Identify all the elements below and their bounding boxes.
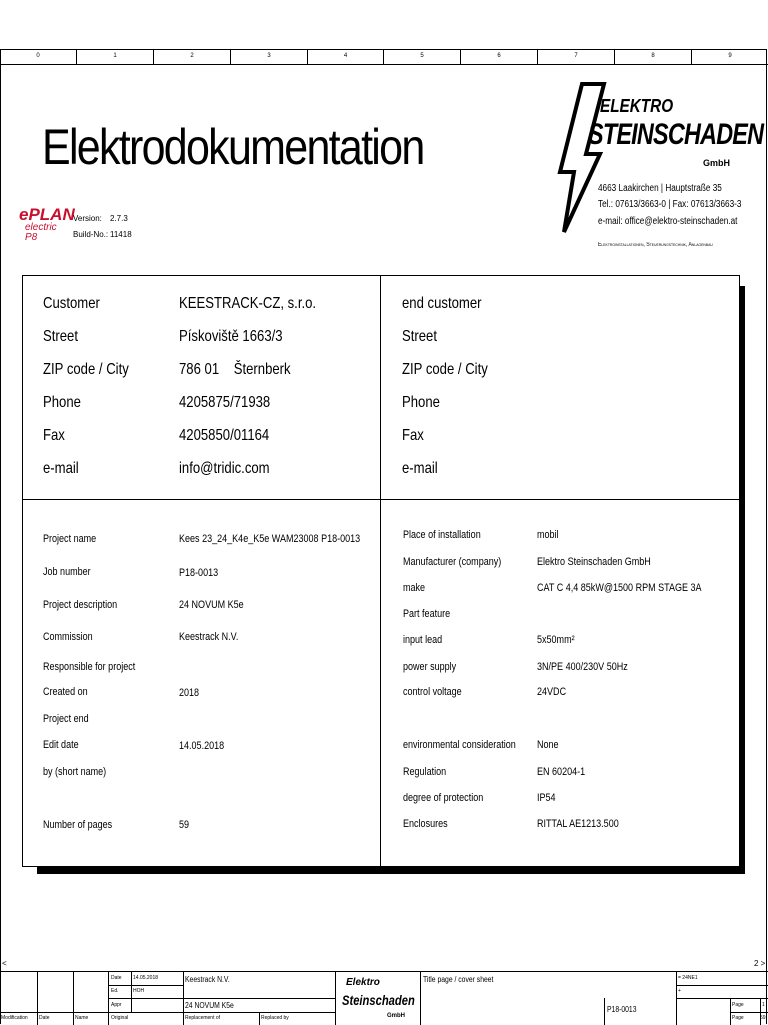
customer-label: Customer <box>43 295 100 312</box>
divider-horizontal <box>22 499 740 500</box>
tb-page-label: Page <box>732 1002 744 1008</box>
fax-value: 4205850/01164 <box>179 427 270 444</box>
commission-label: Commission <box>43 631 93 643</box>
version-value: 2.7.3 <box>110 214 128 223</box>
customer-value: KEESTRACK-CZ, s.r.o. <box>179 295 317 312</box>
by-short-name-label: by (short name) <box>43 766 107 778</box>
control-voltage-label: control voltage <box>403 686 462 698</box>
company-tagline: Elektroinstallationen, Steuerungstechnik, Anlagenbau <box>598 242 713 248</box>
ruler-cell: 9 <box>728 53 732 59</box>
project-name-label: Project name <box>43 533 97 545</box>
input-lead-label: input lead <box>403 634 443 646</box>
eplan-logo: ePLAN electric P8 <box>19 205 75 243</box>
project-description-value: 24 NOVUM K5e <box>179 599 244 611</box>
end-email-label: e-mail <box>402 460 438 477</box>
power-supply-label: power supply <box>403 661 457 673</box>
tb-date-value: 14.05.2018 <box>133 975 159 981</box>
enclosures-label: Enclosures <box>403 818 448 830</box>
info-box <box>22 275 740 867</box>
environment-value: None <box>537 739 559 751</box>
version-label: Version: <box>73 214 102 223</box>
ruler-cell: 5 <box>384 49 461 64</box>
company-name-line2: STEINSCHADEN <box>588 118 764 151</box>
company-address: 4663 Laakirchen | Hauptstraße 35 <box>598 183 722 194</box>
tb-pages-value: 59 <box>760 1015 766 1021</box>
ruler-cell: 1 <box>77 49 154 64</box>
environment-label: environmental consideration <box>403 739 516 751</box>
tb-date-label: Date <box>111 975 122 981</box>
next-page-link[interactable]: 2 > <box>754 959 766 968</box>
tb-ref1: = 24NE1 <box>678 975 698 981</box>
tb-replaced-label: Replaced by <box>261 1015 289 1021</box>
place-value: mobil <box>537 529 559 541</box>
page-title: Elektrodokumentation <box>42 119 424 175</box>
tb-date-col-label: Date <box>39 1015 50 1021</box>
tb-project: 24 NOVUM K5e <box>185 1001 234 1010</box>
tb-modification-label: Modification <box>1 1015 28 1021</box>
title-block <box>0 971 768 1024</box>
regulation-label: Regulation <box>403 766 447 778</box>
tb-ed-label: Ed. <box>111 988 119 994</box>
tb-ref2: + <box>678 988 681 994</box>
edit-date-label: Edit date <box>43 739 79 751</box>
divider-vertical <box>380 275 381 867</box>
end-phone-label: Phone <box>402 394 440 411</box>
commission-value: Keestrack N.V. <box>179 631 239 643</box>
end-zip-city-label: ZIP code / City <box>402 361 488 378</box>
previous-page-link[interactable]: < <box>2 959 7 968</box>
email-value: info@tridic.com <box>179 460 270 477</box>
company-name-line3: GmbH <box>703 158 730 168</box>
manufacturer-value: Elektro Steinschaden GmbH <box>537 556 651 568</box>
company-name-line1: ELEKTRO <box>600 96 674 116</box>
ruler-cell: 2 <box>154 49 231 64</box>
zip-city-value: 786 01 Šternberk <box>179 361 291 378</box>
company-phone: Tel.: 07613/3663-0 | Fax: 07613/3663-3 <box>598 199 742 210</box>
tb-logo-line3: GmbH <box>387 1013 405 1019</box>
build-label: Build-No.: <box>73 230 109 239</box>
street-label: Street <box>43 328 79 345</box>
tb-logo-line1: Elektro <box>346 977 380 988</box>
build-value: 11418 <box>110 230 132 239</box>
regulation-value: EN 60204-1 <box>537 766 586 778</box>
created-label: Created on <box>43 686 88 698</box>
tb-ed-value: HOH <box>133 988 145 994</box>
tb-job-number: P18-0013 <box>607 1005 637 1014</box>
ruler-cell: 4 <box>308 49 384 64</box>
tb-page-value: 1 <box>762 1002 765 1008</box>
make-value: CAT C 4,4 85kW@1500 RPM STAGE 3A <box>537 582 702 594</box>
responsible-label: Responsible for project <box>43 661 136 673</box>
column-ruler <box>0 49 768 65</box>
end-customer-label: end customer <box>402 295 482 312</box>
ruler-cell: 7 <box>538 49 615 64</box>
project-end-label: Project end <box>43 713 89 725</box>
company-email: e-mail: office@elektro-steinschaden.at <box>598 216 738 227</box>
ruler-cell: 0 <box>0 49 77 64</box>
tb-replacement-label: Replacement of <box>185 1015 221 1021</box>
enclosures-value: RITTAL AE1213.500 <box>537 818 619 830</box>
phone-value: 4205875/71938 <box>179 394 271 411</box>
tb-original-label: Original <box>111 1015 129 1021</box>
tb-sheet-title: Title page / cover sheet <box>423 975 494 984</box>
manufacturer-label: Manufacturer (company) <box>403 556 502 568</box>
place-label: Place of installation <box>403 529 481 541</box>
email-label: e-mail <box>43 460 79 477</box>
ruler-cell: 3 <box>231 49 308 64</box>
end-fax-label: Fax <box>402 427 424 444</box>
part-feature-label: Part feature <box>403 608 451 620</box>
protection-label: degree of protection <box>403 792 484 804</box>
number-of-pages-value: 59 <box>179 819 190 831</box>
tb-logo-line2: Steinschaden <box>342 992 415 1008</box>
input-lead-value: 5x50mm² <box>537 634 575 646</box>
end-street-label: Street <box>402 328 438 345</box>
project-description-label: Project description <box>43 599 118 611</box>
ruler-cell: 8 <box>615 49 692 64</box>
tb-pages-label: Page <box>732 1015 744 1021</box>
phone-label: Phone <box>43 394 81 411</box>
tb-commission: Keestrack N.V. <box>185 975 230 984</box>
control-voltage-value: 24VDC <box>537 686 567 698</box>
protection-value: IP54 <box>537 792 556 804</box>
tb-name-col-label: Name <box>75 1015 89 1021</box>
job-number-value: P18-0013 <box>179 567 219 579</box>
edit-date-value: 14.05.2018 <box>179 740 225 752</box>
fax-label: Fax <box>43 427 65 444</box>
project-name-value: Kees 23_24_K4e_K5e WAM23008 P18-0013 <box>179 533 361 545</box>
zip-city-label: ZIP code / City <box>43 361 129 378</box>
ruler-cell: 6 <box>461 49 538 64</box>
number-of-pages-label: Number of pages <box>43 819 113 831</box>
job-number-label: Job number <box>43 566 91 578</box>
street-value: Pískoviště 1663/3 <box>179 328 283 345</box>
make-label: make <box>403 582 426 594</box>
created-value: 2018 <box>179 687 200 699</box>
tb-appr-label: Appr <box>111 1002 122 1008</box>
power-supply-value: 3N/PE 400/230V 50Hz <box>537 661 628 673</box>
